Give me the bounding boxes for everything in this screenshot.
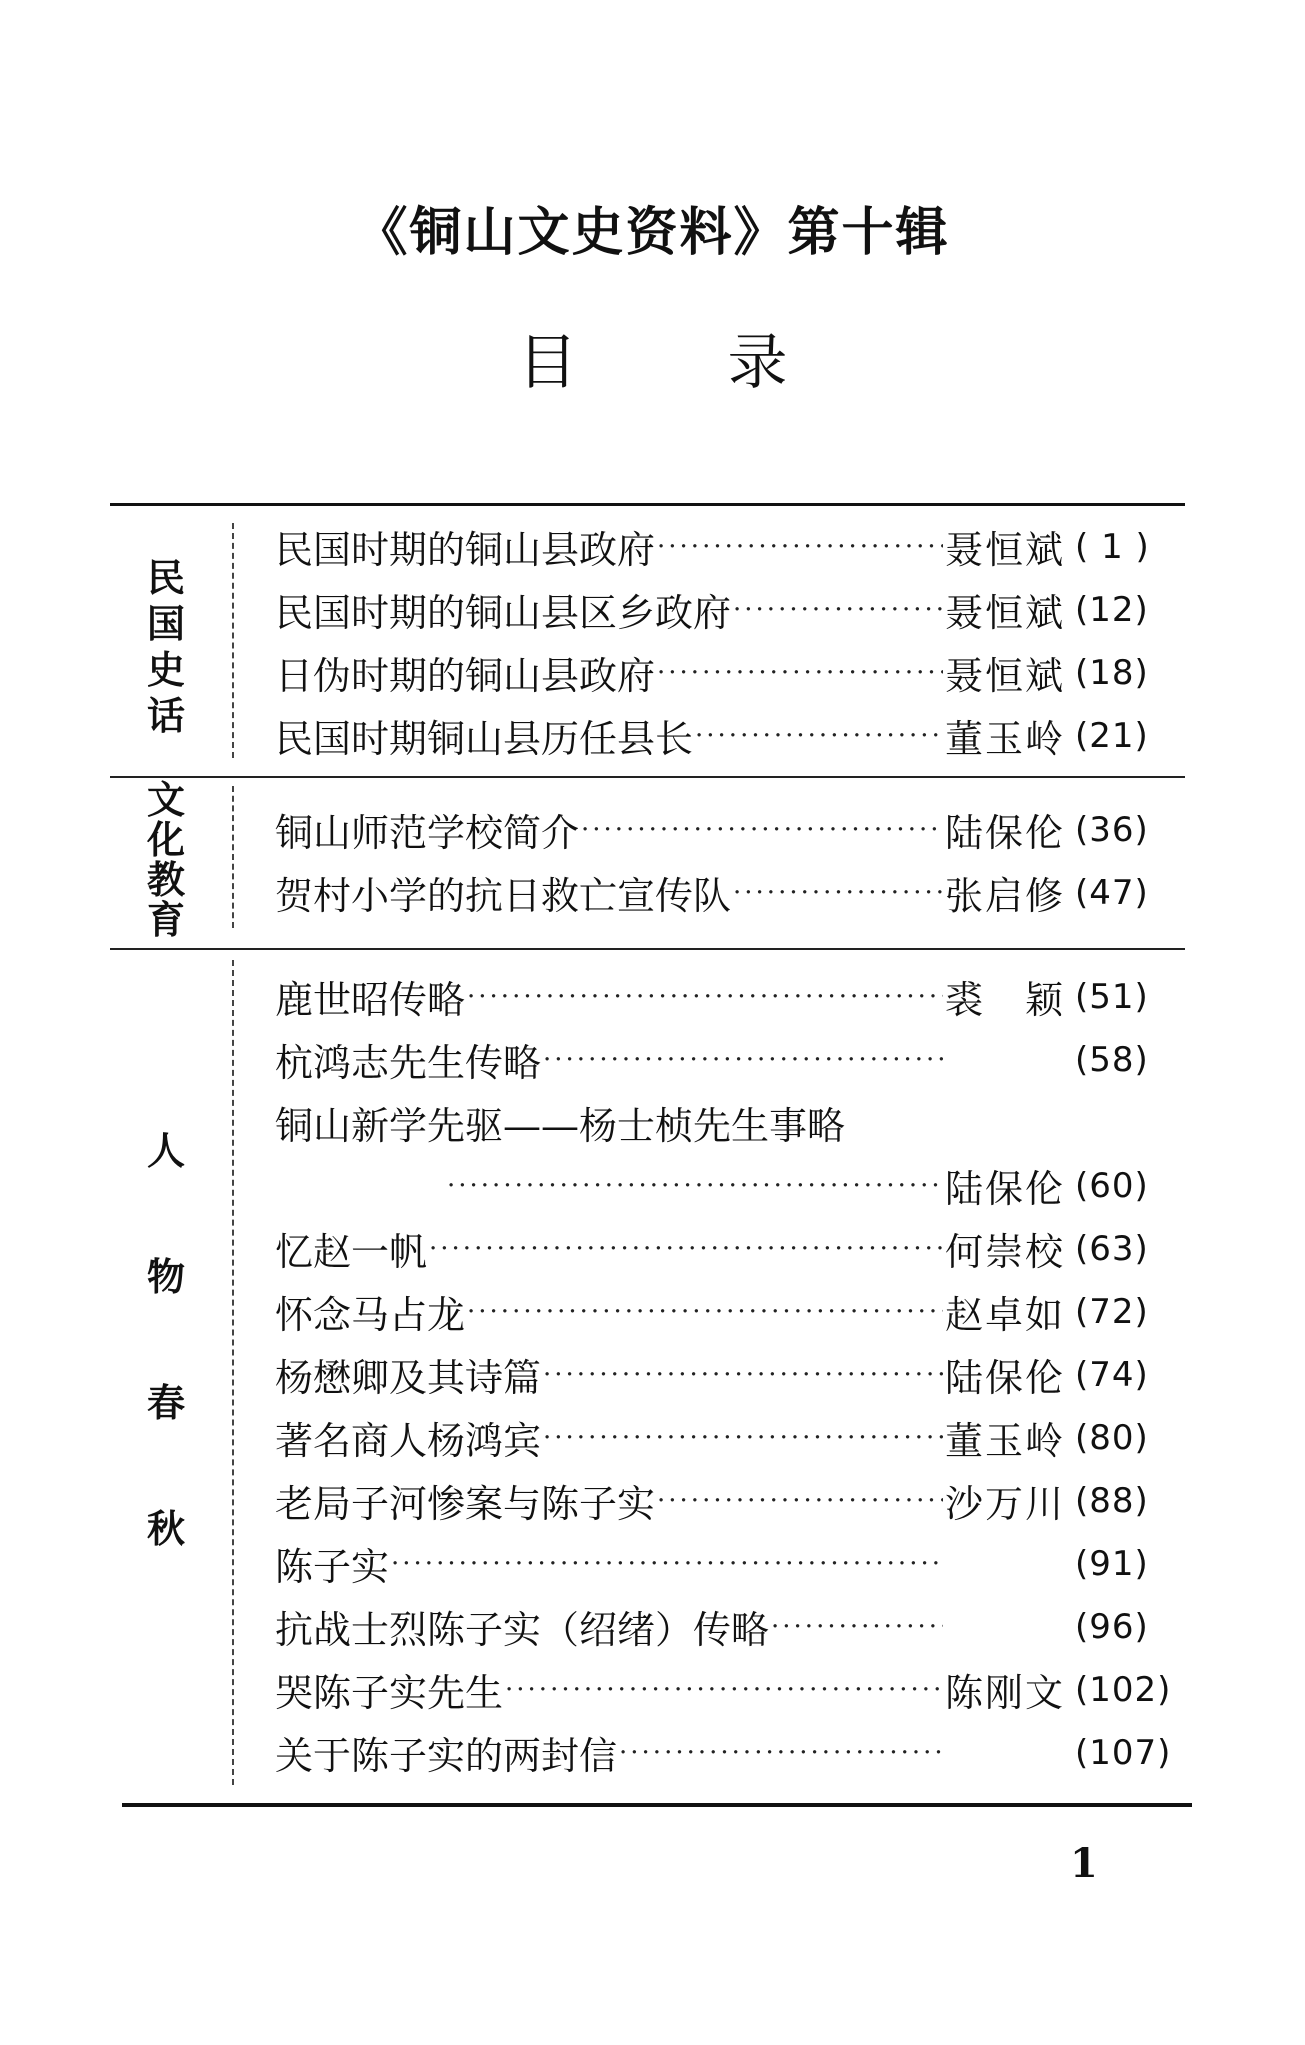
entry-title: 哭陈子实先生 (275, 1671, 504, 1715)
entry-title: 民国时期的铜山县区乡政府 (275, 591, 732, 635)
category-char: 春 (146, 1381, 185, 1425)
entry-page: (60) (1075, 1165, 1149, 1206)
entry-page: (36) (1075, 809, 1149, 850)
entry-page: (12) (1075, 589, 1149, 630)
entry-author: 聂恒斌 (945, 528, 1066, 572)
entry-author: 赵卓如 (945, 1293, 1066, 1337)
leader-dots (543, 1041, 943, 1079)
entry-title: 怀念马占龙 (275, 1293, 466, 1337)
entry-page: (72) (1075, 1291, 1149, 1332)
toc-entry-continuation[interactable] (275, 1154, 1195, 1217)
leader-dots (619, 1734, 943, 1772)
entry-title: 民国时期的铜山县政府 (275, 528, 656, 572)
category-char: 人 (146, 1129, 185, 1173)
toc-entry[interactable] (275, 965, 1195, 1028)
entry-title: 铜山师范学校简介 (275, 811, 580, 855)
section-wenhua-jiaoyu (110, 778, 1185, 943)
section-minguo-shihua (110, 505, 1185, 773)
section-vertical-line (232, 786, 234, 928)
toc-entry[interactable] (275, 1469, 1195, 1532)
entry-author: 聂恒斌 (945, 654, 1066, 698)
entry-author: 董玉岭 (945, 717, 1066, 761)
leader-dots (429, 1230, 943, 1268)
toc-entry[interactable] (275, 861, 1195, 924)
entry-page: (63) (1075, 1228, 1149, 1269)
entry-author: 张启修 (945, 874, 1066, 918)
toc-heading: 目录 (517, 328, 938, 398)
entry-page: (51) (1075, 976, 1149, 1017)
entry-title: 抗战士烈陈子实（绍绪）传略 (275, 1608, 770, 1652)
category-char: 物 (146, 1255, 185, 1299)
entry-author: 何崇校 (945, 1230, 1066, 1274)
section-entries (275, 798, 1195, 924)
section-renwu-chunqiu (110, 950, 1185, 1800)
toc-entry[interactable] (275, 1028, 1195, 1091)
entry-page: (88) (1075, 1480, 1149, 1521)
entry-title: 日伪时期的铜山县政府 (275, 654, 656, 698)
section-category-label (138, 780, 194, 940)
leader-dots (733, 874, 943, 912)
leader-dots (543, 1419, 943, 1457)
category-char: 秋 (146, 1507, 185, 1551)
leader-dots (505, 1671, 943, 1709)
entry-title: 著名商人杨鸿宾 (275, 1419, 542, 1463)
toc-entry[interactable] (275, 578, 1195, 641)
entry-title: 鹿世昭传略 (275, 978, 466, 1022)
leader-dots (657, 528, 943, 566)
toc-entry[interactable] (275, 1217, 1195, 1280)
section-category-label (138, 555, 194, 739)
toc-entry[interactable] (275, 798, 1195, 861)
entry-title: 杨懋卿及其诗篇 (275, 1356, 542, 1400)
leader-dots (581, 811, 943, 849)
book-title: 《铜山文史资料》第十辑 (355, 203, 950, 263)
leader-dots (543, 1356, 943, 1394)
leader-dots (695, 717, 943, 755)
section-entries (275, 965, 1195, 1784)
section-vertical-line (232, 523, 234, 758)
entry-page: (107) (1075, 1732, 1172, 1773)
entry-title: 民国时期铜山县历任县长 (275, 717, 694, 761)
entry-author: 聂恒斌 (945, 591, 1066, 635)
toc-entry[interactable] (275, 704, 1195, 767)
toc-entry[interactable] (275, 1658, 1195, 1721)
category-char: 民 (146, 556, 185, 600)
entry-title: 忆赵一帆 (275, 1230, 428, 1274)
toc-entry[interactable] (275, 641, 1195, 704)
entry-title: 铜山新学先驱——杨士桢先生事略 (275, 1104, 846, 1148)
toc-entry[interactable] (275, 1532, 1195, 1595)
entry-title: 贺村小学的抗日救亡宣传队 (275, 874, 732, 918)
leader-dots (467, 978, 943, 1016)
entry-page: (102) (1075, 1669, 1172, 1710)
leader-dots (771, 1608, 943, 1646)
entry-author: 董玉岭 (945, 1419, 1066, 1463)
toc-entry[interactable] (275, 1406, 1195, 1469)
entry-page: (21) (1075, 715, 1149, 756)
leader-dots (657, 654, 943, 692)
entry-page: (96) (1075, 1606, 1149, 1647)
leader-dots (733, 591, 943, 629)
section-category-label (138, 1128, 194, 1632)
section-divider (110, 948, 1185, 950)
category-char: 国 (146, 602, 185, 646)
toc-entry[interactable] (275, 1280, 1195, 1343)
entry-author: 陆保伦 (945, 1356, 1066, 1400)
entry-title: 关于陈子实的两封信 (275, 1734, 618, 1778)
entry-title: 陈子实 (275, 1545, 390, 1589)
entry-page: (74) (1075, 1354, 1149, 1395)
entry-page: (18) (1075, 652, 1149, 693)
section-entries (275, 515, 1195, 767)
toc-entry[interactable] (275, 515, 1195, 578)
entry-author: 陈刚文 (945, 1671, 1066, 1715)
category-char: 化 (146, 818, 185, 862)
leader-dots (391, 1545, 943, 1583)
toc-entry[interactable] (275, 1091, 1195, 1154)
category-char: 育 (146, 898, 185, 942)
section-divider (110, 776, 1185, 778)
category-char: 文 (146, 778, 185, 822)
entry-author: 裘 颖 (945, 978, 1066, 1022)
bottom-rule (122, 1803, 1192, 1807)
category-char: 教 (146, 858, 185, 902)
entry-page: (47) (1075, 872, 1149, 913)
entry-author: 陆保伦 (945, 811, 1066, 855)
entry-title: 杭鸿志先生传略 (275, 1041, 542, 1085)
page-number: 1 (1070, 1840, 1098, 1887)
leader-dots (447, 1167, 943, 1205)
entry-title: 老局子河惨案与陈子实 (275, 1482, 656, 1526)
entry-author: 陆保伦 (945, 1167, 1066, 1211)
category-char: 话 (146, 694, 185, 738)
leader-dots (467, 1293, 943, 1331)
entry-author: 沙万川 (945, 1482, 1066, 1526)
entry-page: (91) (1075, 1543, 1149, 1584)
section-vertical-line (232, 960, 234, 1785)
toc-entry[interactable] (275, 1343, 1195, 1406)
category-char: 史 (146, 648, 185, 692)
toc-entry[interactable] (275, 1721, 1195, 1784)
toc-entry[interactable] (275, 1595, 1195, 1658)
leader-dots (657, 1482, 943, 1520)
entry-page: (80) (1075, 1417, 1149, 1458)
entry-page: (58) (1075, 1039, 1149, 1080)
entry-page: ( 1 ) (1075, 526, 1150, 567)
